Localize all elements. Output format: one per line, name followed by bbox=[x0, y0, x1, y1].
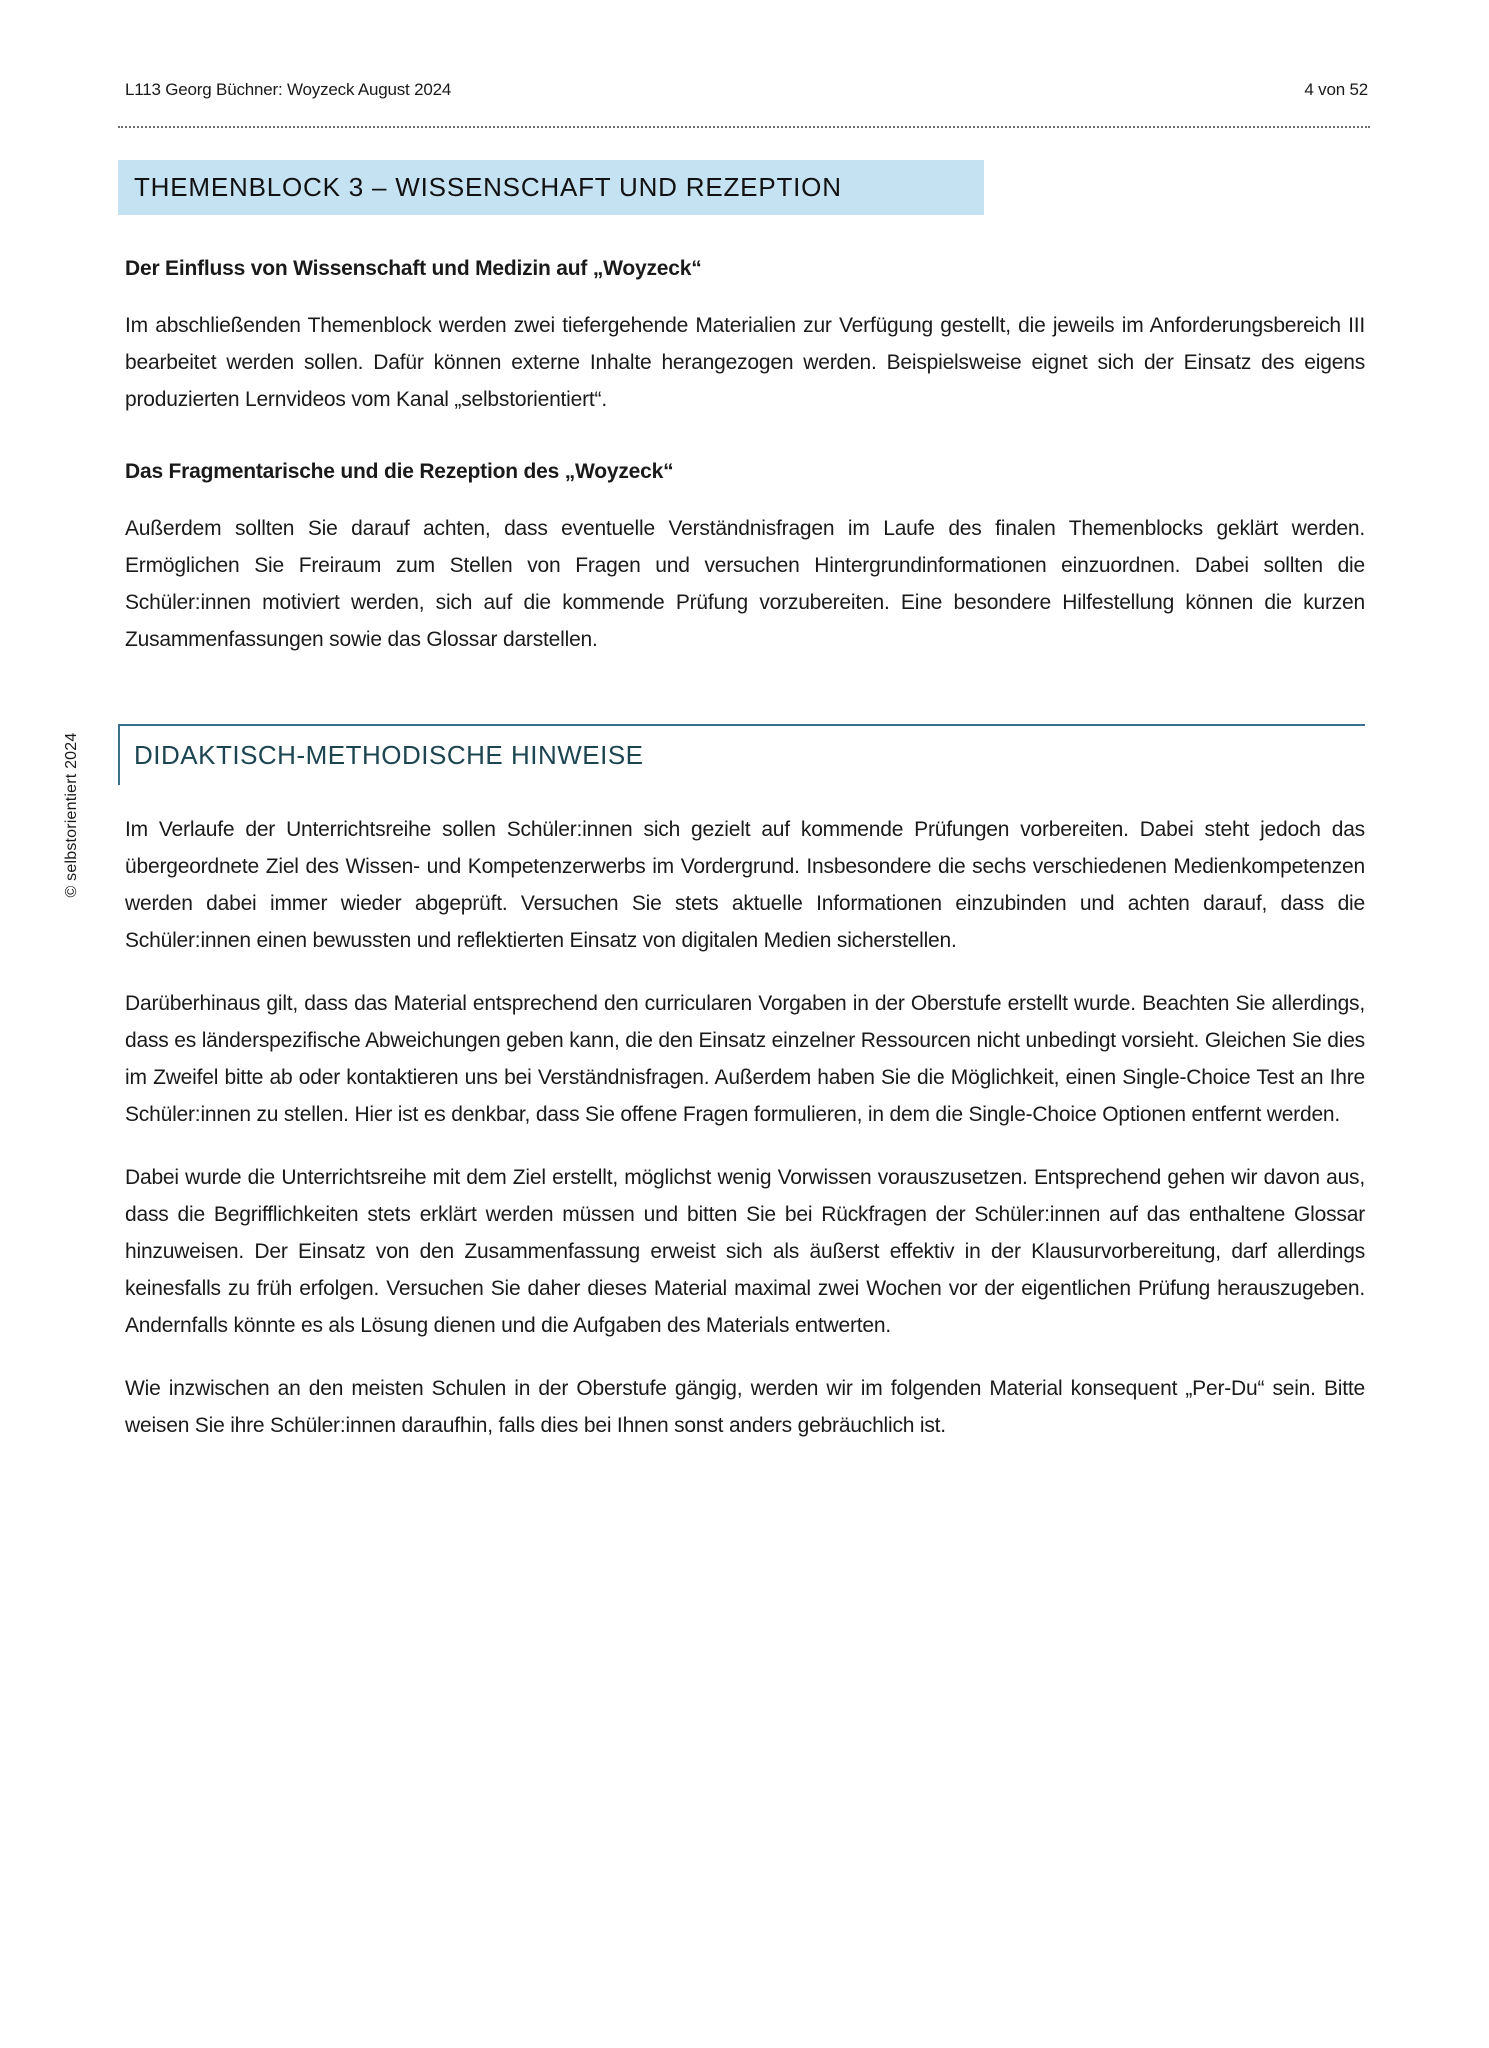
subheading-fragmentarische-rezeption: Das Fragmentarische und die Rezeption des „Woyzeck“ bbox=[125, 460, 674, 483]
paragraph-didaktik-1: Im Verlaufe der Unterrichtsreihe sollen Schüler:innen sich gezielt auf kommende Prüfungen vorbereiten. Dabei steht jedoch das übergeordnete Ziel des Wissen- und Kompetenzerwerbs im Vordergrund. Insbesondere die sechs verschiedenen Medienkompetenzen werden dabei immer wieder abgeprüft. Versuchen Sie stets aktuelle Informationen einzubinden und achten darauf, dass die Schüler:innen einen bewussten und reflektierten Einsatz von digitalen Medien sicherstellen. bbox=[125, 818, 1365, 952]
didaktik-section-heading: DIDAKTISCH-METHODISCHE HINWEISE bbox=[118, 724, 1365, 785]
themenblock-title-bar: THEMENBLOCK 3 – WISSENSCHAFT UND REZEPTION bbox=[118, 160, 984, 215]
paragraph-didaktik-3: Dabei wurde die Unterrichtsreihe mit dem Ziel erstellt, möglichst wenig Vorwissen vorauszusetzen. Entsprechend gehen wir davon aus, dass die Begrifflichkeiten stets erklärt werden müssen und bitten Sie bei Rückfragen der Schüler:innen auf das enthaltene Glossar hinzuweisen. Der Einsatz von den Zusammenfassung erweist sich als äußerst effektiv in der Klausurvorbereitung, darf allerdings keinesfalls zu früh erfolgen. Versuchen Sie daher dieses Material maximal zwei Wochen vor der eigentlichen Prüfung herauszugeben. Andernfalls könnte es als Lösung dienen und die Aufgaben des Materials entwerten. bbox=[125, 1166, 1365, 1337]
header-divider bbox=[118, 126, 1370, 128]
copyright-sidebar-text: © selbstorientiert 2024 bbox=[63, 732, 80, 898]
paragraph-didaktik-4: Wie inzwischen an den meisten Schulen in der Oberstufe gängig, werden wir im folgenden Material konsequent „Per-Du“ sein. Bitte weisen Sie ihre Schüler:innen daraufhin, falls dies bei Ihnen sonst anders gebräuchlich ist. bbox=[125, 1377, 1365, 1437]
page-header bbox=[125, 80, 1368, 100]
subheading-wissenschaft-medizin: Der Einfluss von Wissenschaft und Medizin auf „Woyzeck“ bbox=[125, 257, 702, 280]
header-page-number: 4 von 52 bbox=[1304, 80, 1368, 99]
paragraph-themenblock-1: Im abschließenden Themenblock werden zwei tiefergehende Materialien zur Verfügung gestellt, die jeweils im Anforderungsbereich III bearbeitet werden sollen. Dafür können externe Inhalte herangezogen werden. Beispielsweise eignet sich der Einsatz des eigens produzierten Lernvideos vom Kanal „selbstorientiert“. bbox=[125, 314, 1365, 411]
paragraph-themenblock-2: Außerdem sollten Sie darauf achten, dass eventuelle Verständnisfragen im Laufe des finalen Themenblocks geklärt werden. Ermöglichen Sie Freiraum zum Stellen von Fragen und versuchen Hintergrundinformationen einzuordnen. Dabei sollten die Schüler:innen motiviert werden, sich auf die kommende Prüfung vorzubereiten. Eine besondere Hilfestellung können die kurzen Zusammenfassungen sowie das Glossar darstellen. bbox=[125, 517, 1365, 651]
paragraph-didaktik-2: Darüberhinaus gilt, dass das Material entsprechend den curricularen Vorgaben in der Oberstufe erstellt wurde. Beachten Sie allerdings, dass es länderspezifische Abweichungen geben kann, die den Einsatz einzelner Ressourcen nicht unbedingt vorsieht. Gleichen Sie dies im Zweifel bitte ab oder kontaktieren uns bei Verständnisfragen. Außerdem haben Sie die Möglichkeit, einen Single-Choice Test an Ihre Schüler:innen zu stellen. Hier ist es denkbar, dass Sie offene Fragen formulieren, in dem die Single-Choice Optionen entfernt werden. bbox=[125, 992, 1365, 1126]
header-document-title: L113 Georg Büchner: Woyzeck August 2024 bbox=[125, 80, 452, 99]
document-body bbox=[125, 160, 1365, 1444]
